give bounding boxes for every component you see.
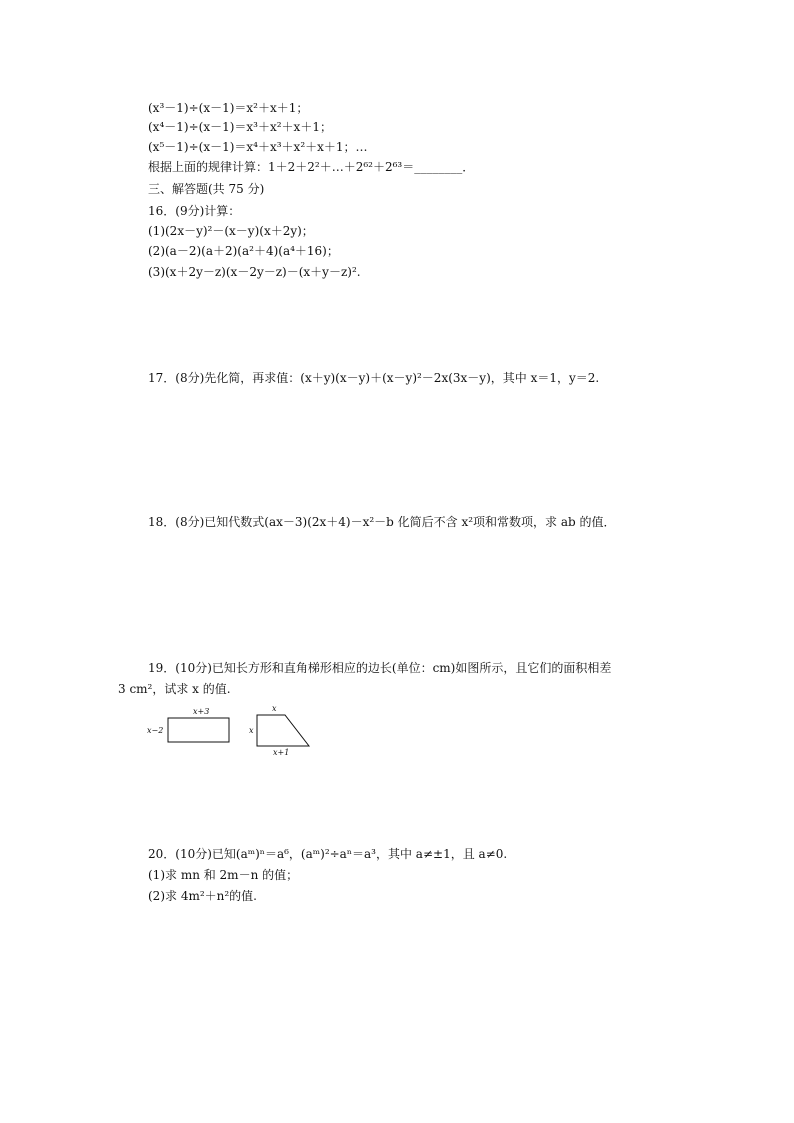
section-heading: 三、解答题(共 75 分) bbox=[148, 182, 265, 196]
rectangle-left-label: x−2 bbox=[147, 726, 164, 735]
question-16-part-3: (3)(x＋2y－z)(x－2y－z)－(x＋y－z)². bbox=[148, 265, 361, 279]
question-19-figure bbox=[140, 702, 320, 760]
formula-line-2: (x⁴－1)÷(x－1)＝x³＋x²＋x＋1； bbox=[148, 120, 332, 134]
question-20-stem: 20．(10分)已知(aᵐ)ⁿ＝a⁶，(aᵐ)²÷aⁿ＝a³，其中 a≠±1，且 a≠0. bbox=[148, 847, 508, 861]
question-20-part-1: (1)求 mn 和 2m－n 的值； bbox=[148, 868, 299, 882]
trapezoid-bottom-label: x+1 bbox=[273, 748, 290, 757]
question-19-line-2: 3 cm²，试求 x 的值. bbox=[118, 682, 231, 696]
question-16-part-2: (2)(a－2)(a＋2)(a²＋4)(a⁴＋16)； bbox=[148, 244, 339, 258]
trapezoid-shape bbox=[257, 715, 309, 746]
rectangle-top-label: x+3 bbox=[193, 707, 210, 716]
question-19-line-1: 19．(10分)已知长方形和直角梯形相应的边长(单位：cm)如图所示，且它们的面积相差 bbox=[148, 661, 612, 675]
trapezoid-top-label: x bbox=[272, 704, 277, 713]
question-20-part-2: (2)求 4m²＋n²的值. bbox=[148, 889, 257, 903]
formula-line-3: (x⁵－1)÷(x－1)＝x⁴＋x³＋x²＋x＋1；… bbox=[148, 140, 368, 154]
trapezoid-left-label: x bbox=[249, 726, 254, 735]
rectangle-shape bbox=[168, 718, 229, 742]
rule-question: 根据上面的规律计算：1＋2＋2²＋…＋2⁶²＋2⁶³＝________． bbox=[148, 160, 475, 174]
question-17: 17．(8分)先化简，再求值：(x＋y)(x－y)＋(x－y)²－2x(3x－y)，其中 x＝1，y＝2. bbox=[148, 371, 600, 385]
question-16-part-1: (1)(2x－y)²－(x－y)(x＋2y)； bbox=[148, 224, 314, 238]
question-18: 18．(8分)已知代数式(ax－3)(2x＋4)－x²－b 化简后不含 x²项和常数项，求 ab 的值． bbox=[148, 515, 616, 529]
formula-line-1: (x³－1)÷(x－1)＝x²＋x＋1； bbox=[148, 101, 309, 115]
question-16-stem: 16．(9分)计算： bbox=[148, 204, 241, 218]
